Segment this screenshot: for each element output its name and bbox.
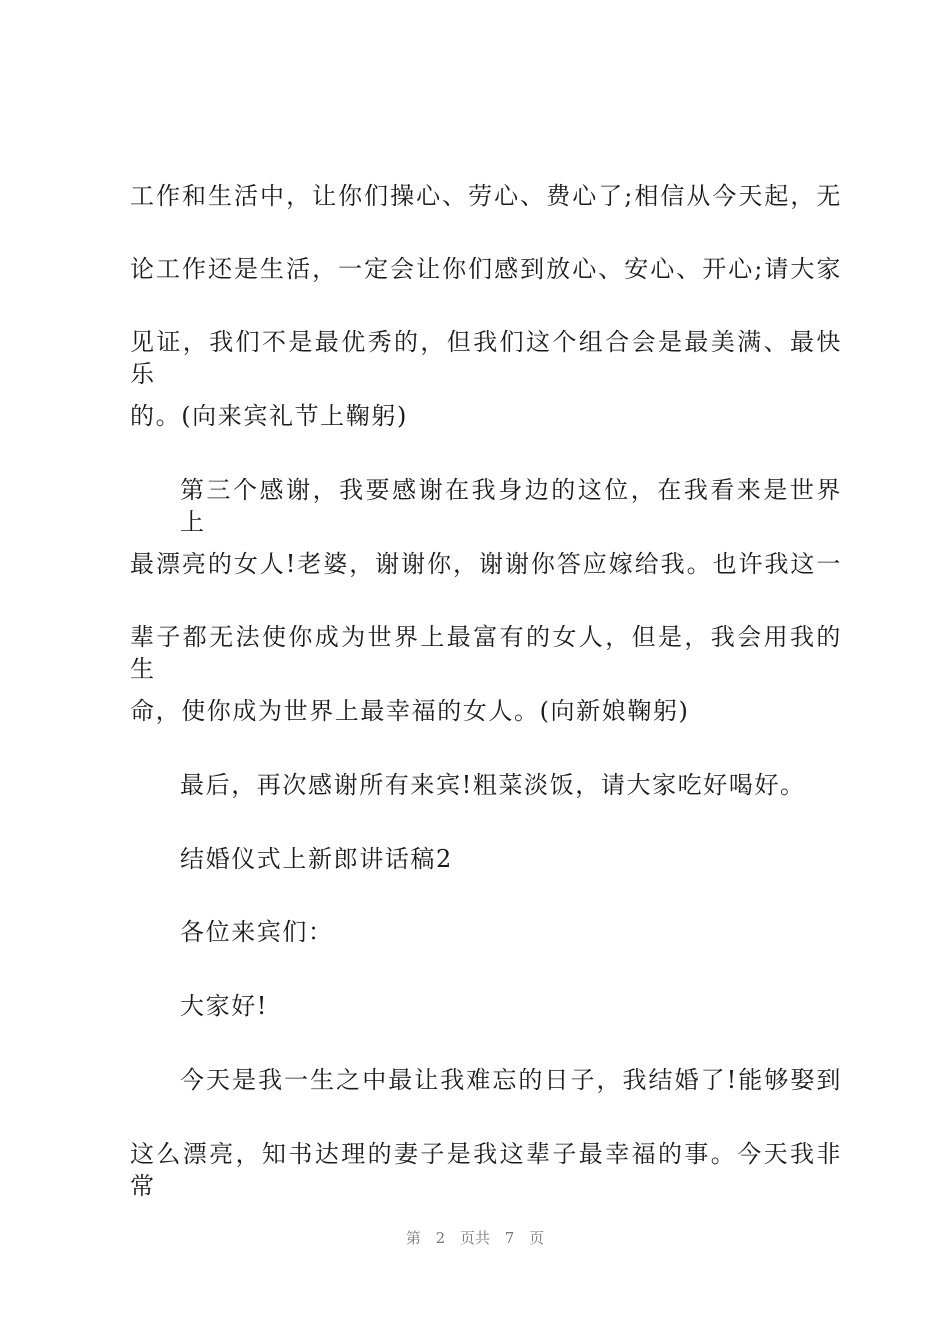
footer-page-number: 2 bbox=[435, 1229, 446, 1247]
text-line-7: 辈子都无法使你成为世界上最富有的女人，但是，我会用我的生 bbox=[130, 623, 842, 683]
text-line-6: 最漂亮的女人!老婆，谢谢你，谢谢你答应嫁给我。也许我这一 bbox=[130, 550, 842, 578]
text-line-2: 论工作还是生活，一定会让你们感到放心、安心、开心;请大家 bbox=[130, 255, 842, 283]
footer-total-pages: 7 bbox=[504, 1229, 515, 1247]
text-line-14: 这么漂亮，知书达理的妻子是我这辈子最幸福的事。今天我非常 bbox=[130, 1140, 842, 1200]
text-line-13: 今天是我一生之中最让我难忘的日子，我结婚了!能够娶到 bbox=[180, 1066, 842, 1094]
section-heading: 结婚仪式上新郎讲话稿2 bbox=[180, 845, 453, 873]
text-line-8: 命，使你成为世界上最幸福的女人。(向新娘鞠躬) bbox=[130, 697, 690, 725]
greeting: 大家好! bbox=[180, 992, 269, 1020]
footer-middle: 页共 bbox=[459, 1229, 490, 1247]
footer-suffix: 页 bbox=[529, 1229, 545, 1247]
text-line-4: 的。(向来宾礼节上鞠躬) bbox=[130, 402, 408, 430]
text-line-1: 工作和生活中，让你们操心、劳心、费心了;相信从今天起，无 bbox=[130, 182, 842, 210]
footer-prefix: 第 bbox=[405, 1229, 421, 1247]
page-footer bbox=[0, 1228, 950, 1248]
text-line-3: 见证，我们不是最优秀的，但我们这个组合会是最美满、最快乐 bbox=[130, 328, 842, 388]
text-line-9: 最后，再次感谢所有来宾!粗菜淡饭，请大家吃好喝好。 bbox=[180, 771, 806, 799]
text-line-5: 第三个感谢，我要感谢在我身边的这位，在我看来是世界上 bbox=[180, 476, 842, 536]
salutation: 各位来宾们： bbox=[180, 918, 334, 946]
